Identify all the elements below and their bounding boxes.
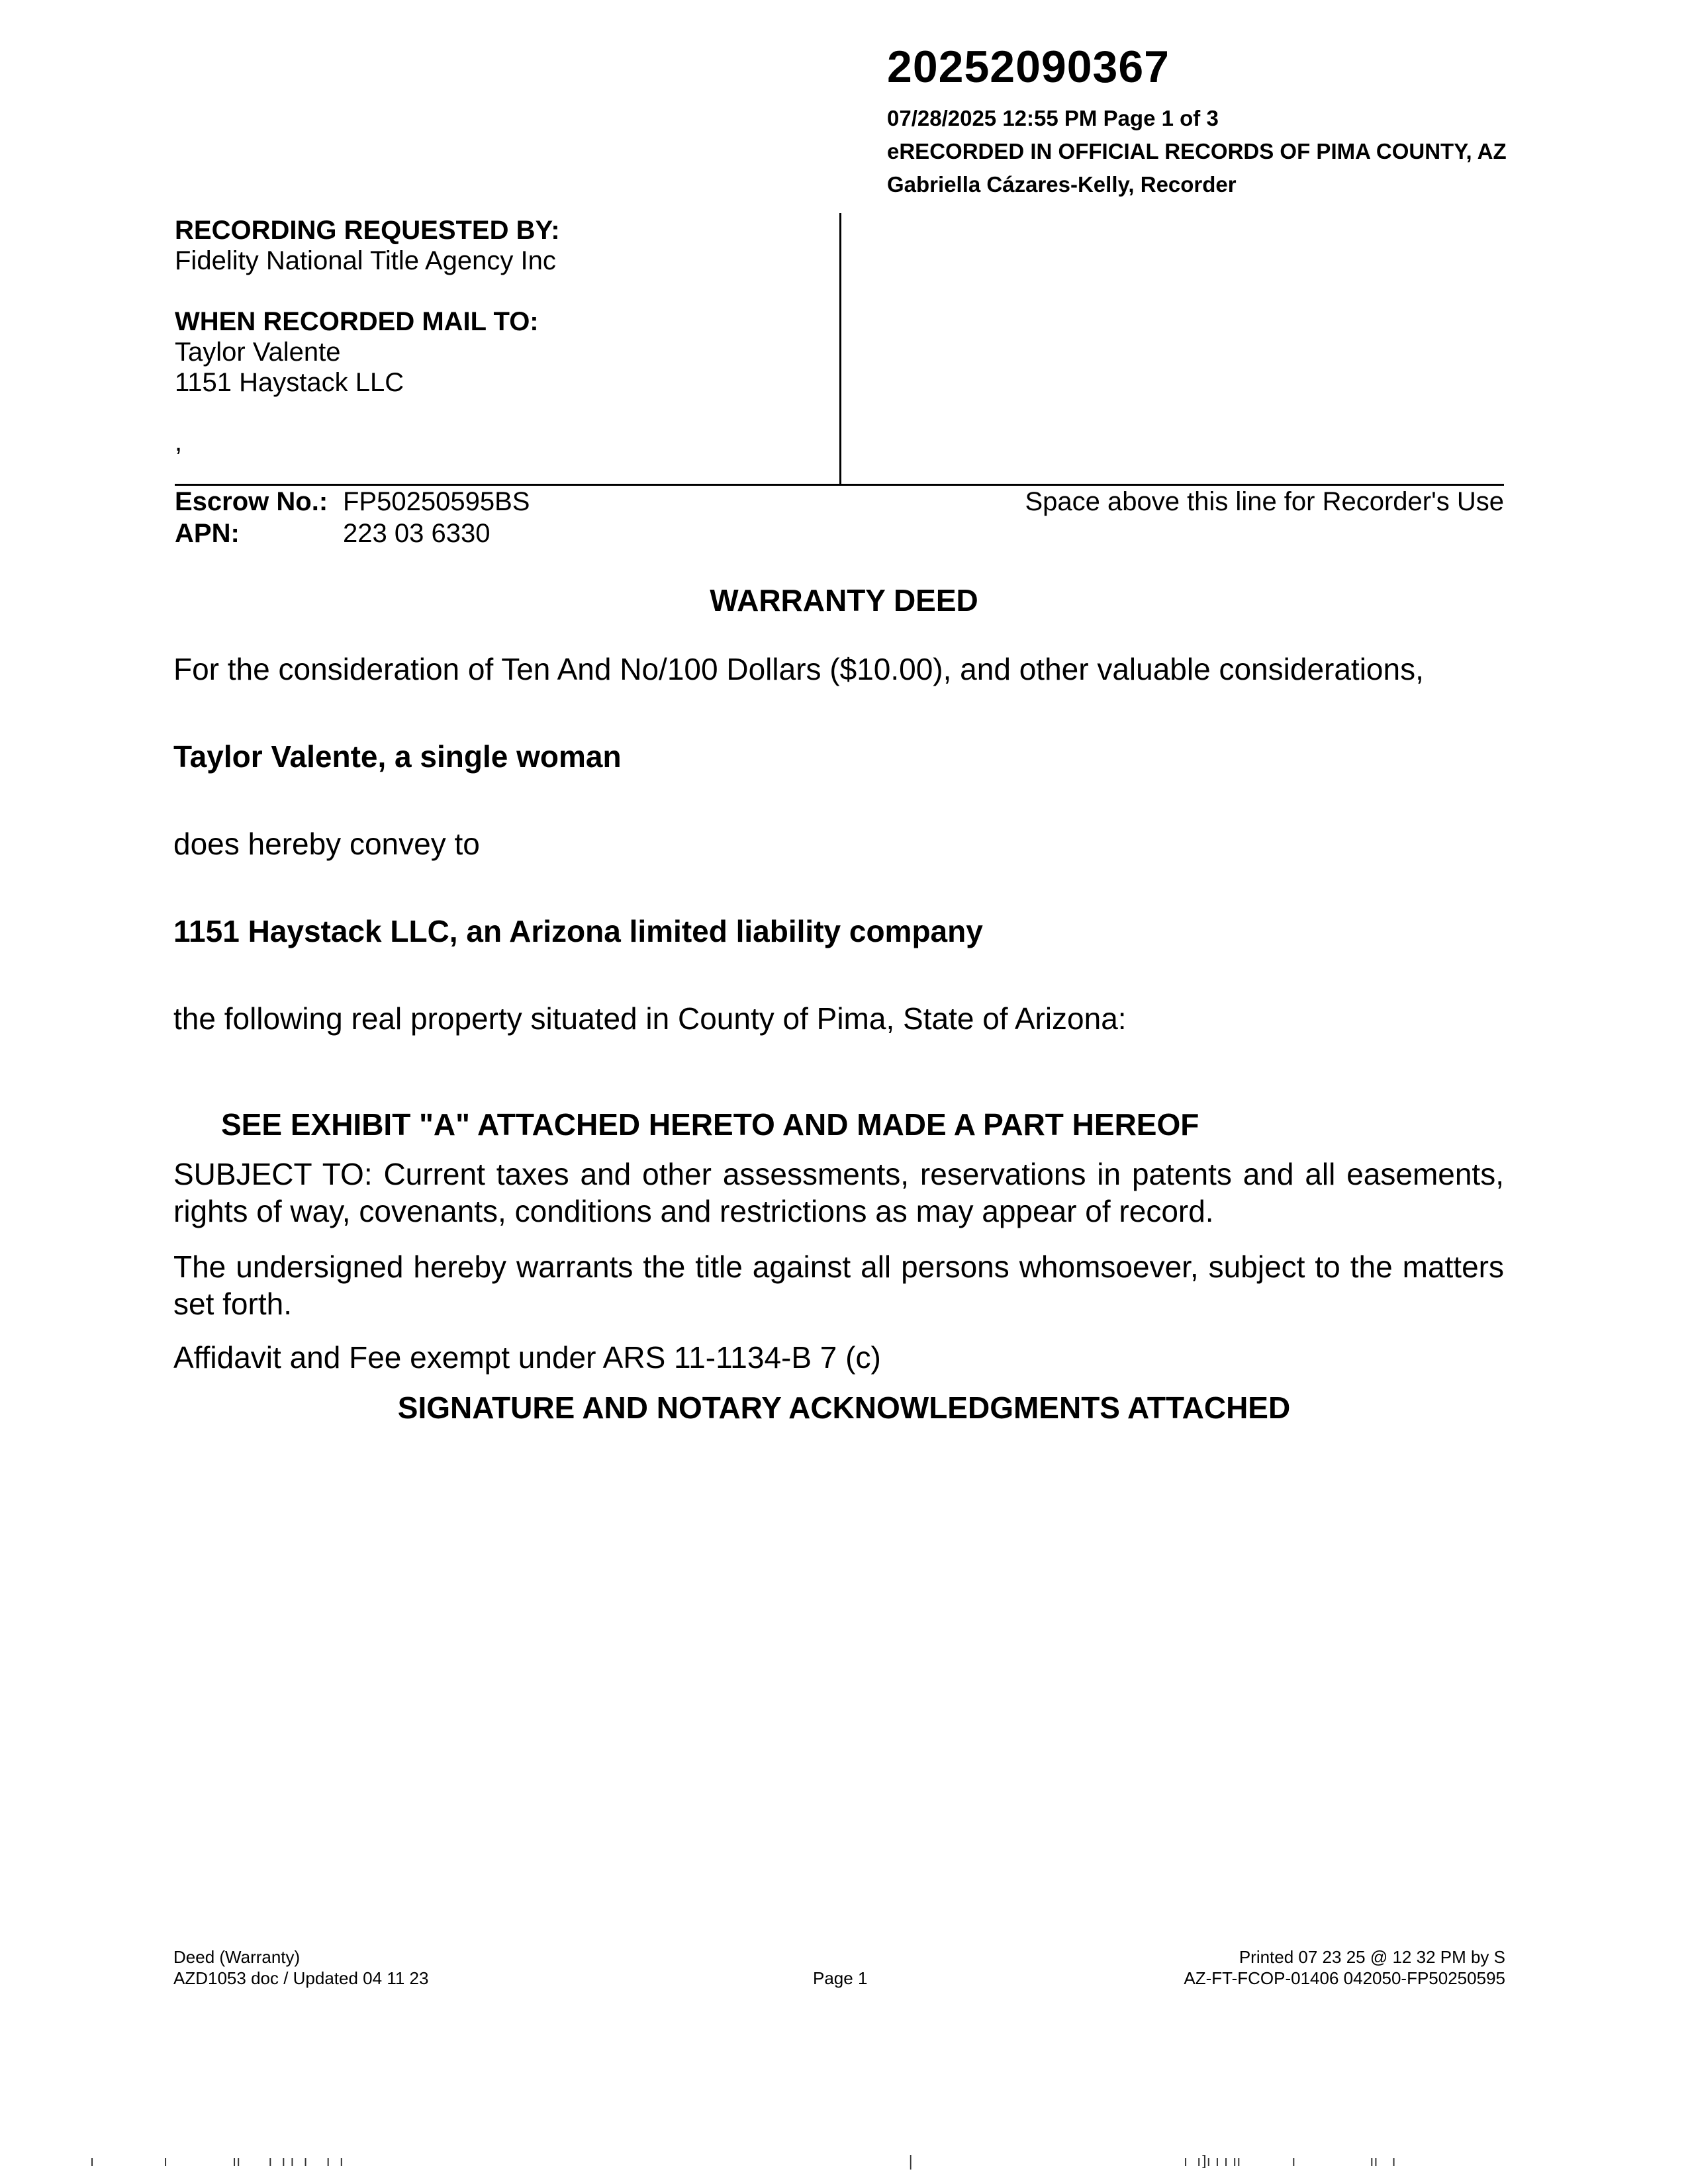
scan-artifact-marks: ı ı ıı ı ı ı ı ı ı <box>90 2154 344 2170</box>
escrow-label: Escrow No.: <box>175 487 328 516</box>
requested-by-label: RECORDING REQUESTED BY: <box>175 216 560 245</box>
affidavit-exemption: Affidavit and Fee exempt under ARS 11-1134-B 7 (c) <box>173 1340 881 1375</box>
mail-to-label: WHEN RECORDED MAIL TO: <box>175 307 539 336</box>
apn-number: 223 03 6330 <box>343 519 491 548</box>
scan-artifact-marks-center: | <box>908 2154 914 2170</box>
footer-form-id: AZD1053 doc / Updated 04 11 23 <box>173 1968 429 1988</box>
grantor: Taylor Valente, a single woman <box>173 739 622 774</box>
property-text: the following real property situated in County of Pima, State of Arizona: <box>173 1001 1127 1036</box>
escrow-number: FP50250595BS <box>343 487 530 516</box>
deed-title: WARRANTY DEED <box>710 583 978 617</box>
recorder-use-line <box>175 484 1504 486</box>
header-divider-vertical <box>839 213 841 484</box>
footer-file-reference: AZ-FT-FCOP-01406 042050-FP50250595 <box>1184 1968 1505 1988</box>
mail-to-address-blank: , <box>175 428 183 457</box>
footer-printed: Printed 07 23 25 @ 12 32 PM by S <box>1239 1947 1505 1967</box>
convey-text: does hereby convey to <box>173 827 480 861</box>
mail-to-name: Taylor Valente <box>175 338 341 367</box>
recording-office: eRECORDED IN OFFICIAL RECORDS OF PIMA COUNTY, AZ <box>887 139 1507 163</box>
consideration-text: For the consideration of Ten And No/100 Dollars ($10.00), and other valuable considerations, <box>173 652 1424 686</box>
scan-artifact-marks-right: ı ı]ı ı ı ıı ı ıı ı <box>1184 2154 1396 2170</box>
recording-datetime: 07/28/2025 12:55 PM Page 1 of 3 <box>887 106 1219 130</box>
grantee: 1151 Haystack LLC, an Arizona limited liability company <box>173 914 983 948</box>
apn-label: APN: <box>175 519 240 548</box>
mail-to-company: 1151 Haystack LLC <box>175 368 404 397</box>
recorder-name: Gabriella Cázares-Kelly, Recorder <box>887 172 1237 197</box>
exhibit-reference: SEE EXHIBIT "A" ATTACHED HERETO AND MADE A PART HEREOF <box>221 1107 1199 1142</box>
signature-notice: SIGNATURE AND NOTARY ACKNOWLEDGMENTS ATTACHED <box>397 1390 1291 1425</box>
recorder-use-note: Space above this line for Recorder's Use <box>1025 487 1504 516</box>
footer-page-number: Page 1 <box>813 1968 868 1988</box>
document-number: 20252090367 <box>887 42 1170 92</box>
warranty-paragraph: The undersigned hereby warrants the title against all persons whomsoever, subject to the matters set forth. <box>173 1250 1504 1321</box>
footer-form-name: Deed (Warranty) <box>173 1947 301 1967</box>
subject-to-paragraph: SUBJECT TO: Current taxes and other assessments, reservations in patents and all easements, rights of way, covenants, conditions and restrictions as may appear of record. <box>173 1157 1504 1228</box>
requested-by-value: Fidelity National Title Agency Inc <box>175 246 556 275</box>
